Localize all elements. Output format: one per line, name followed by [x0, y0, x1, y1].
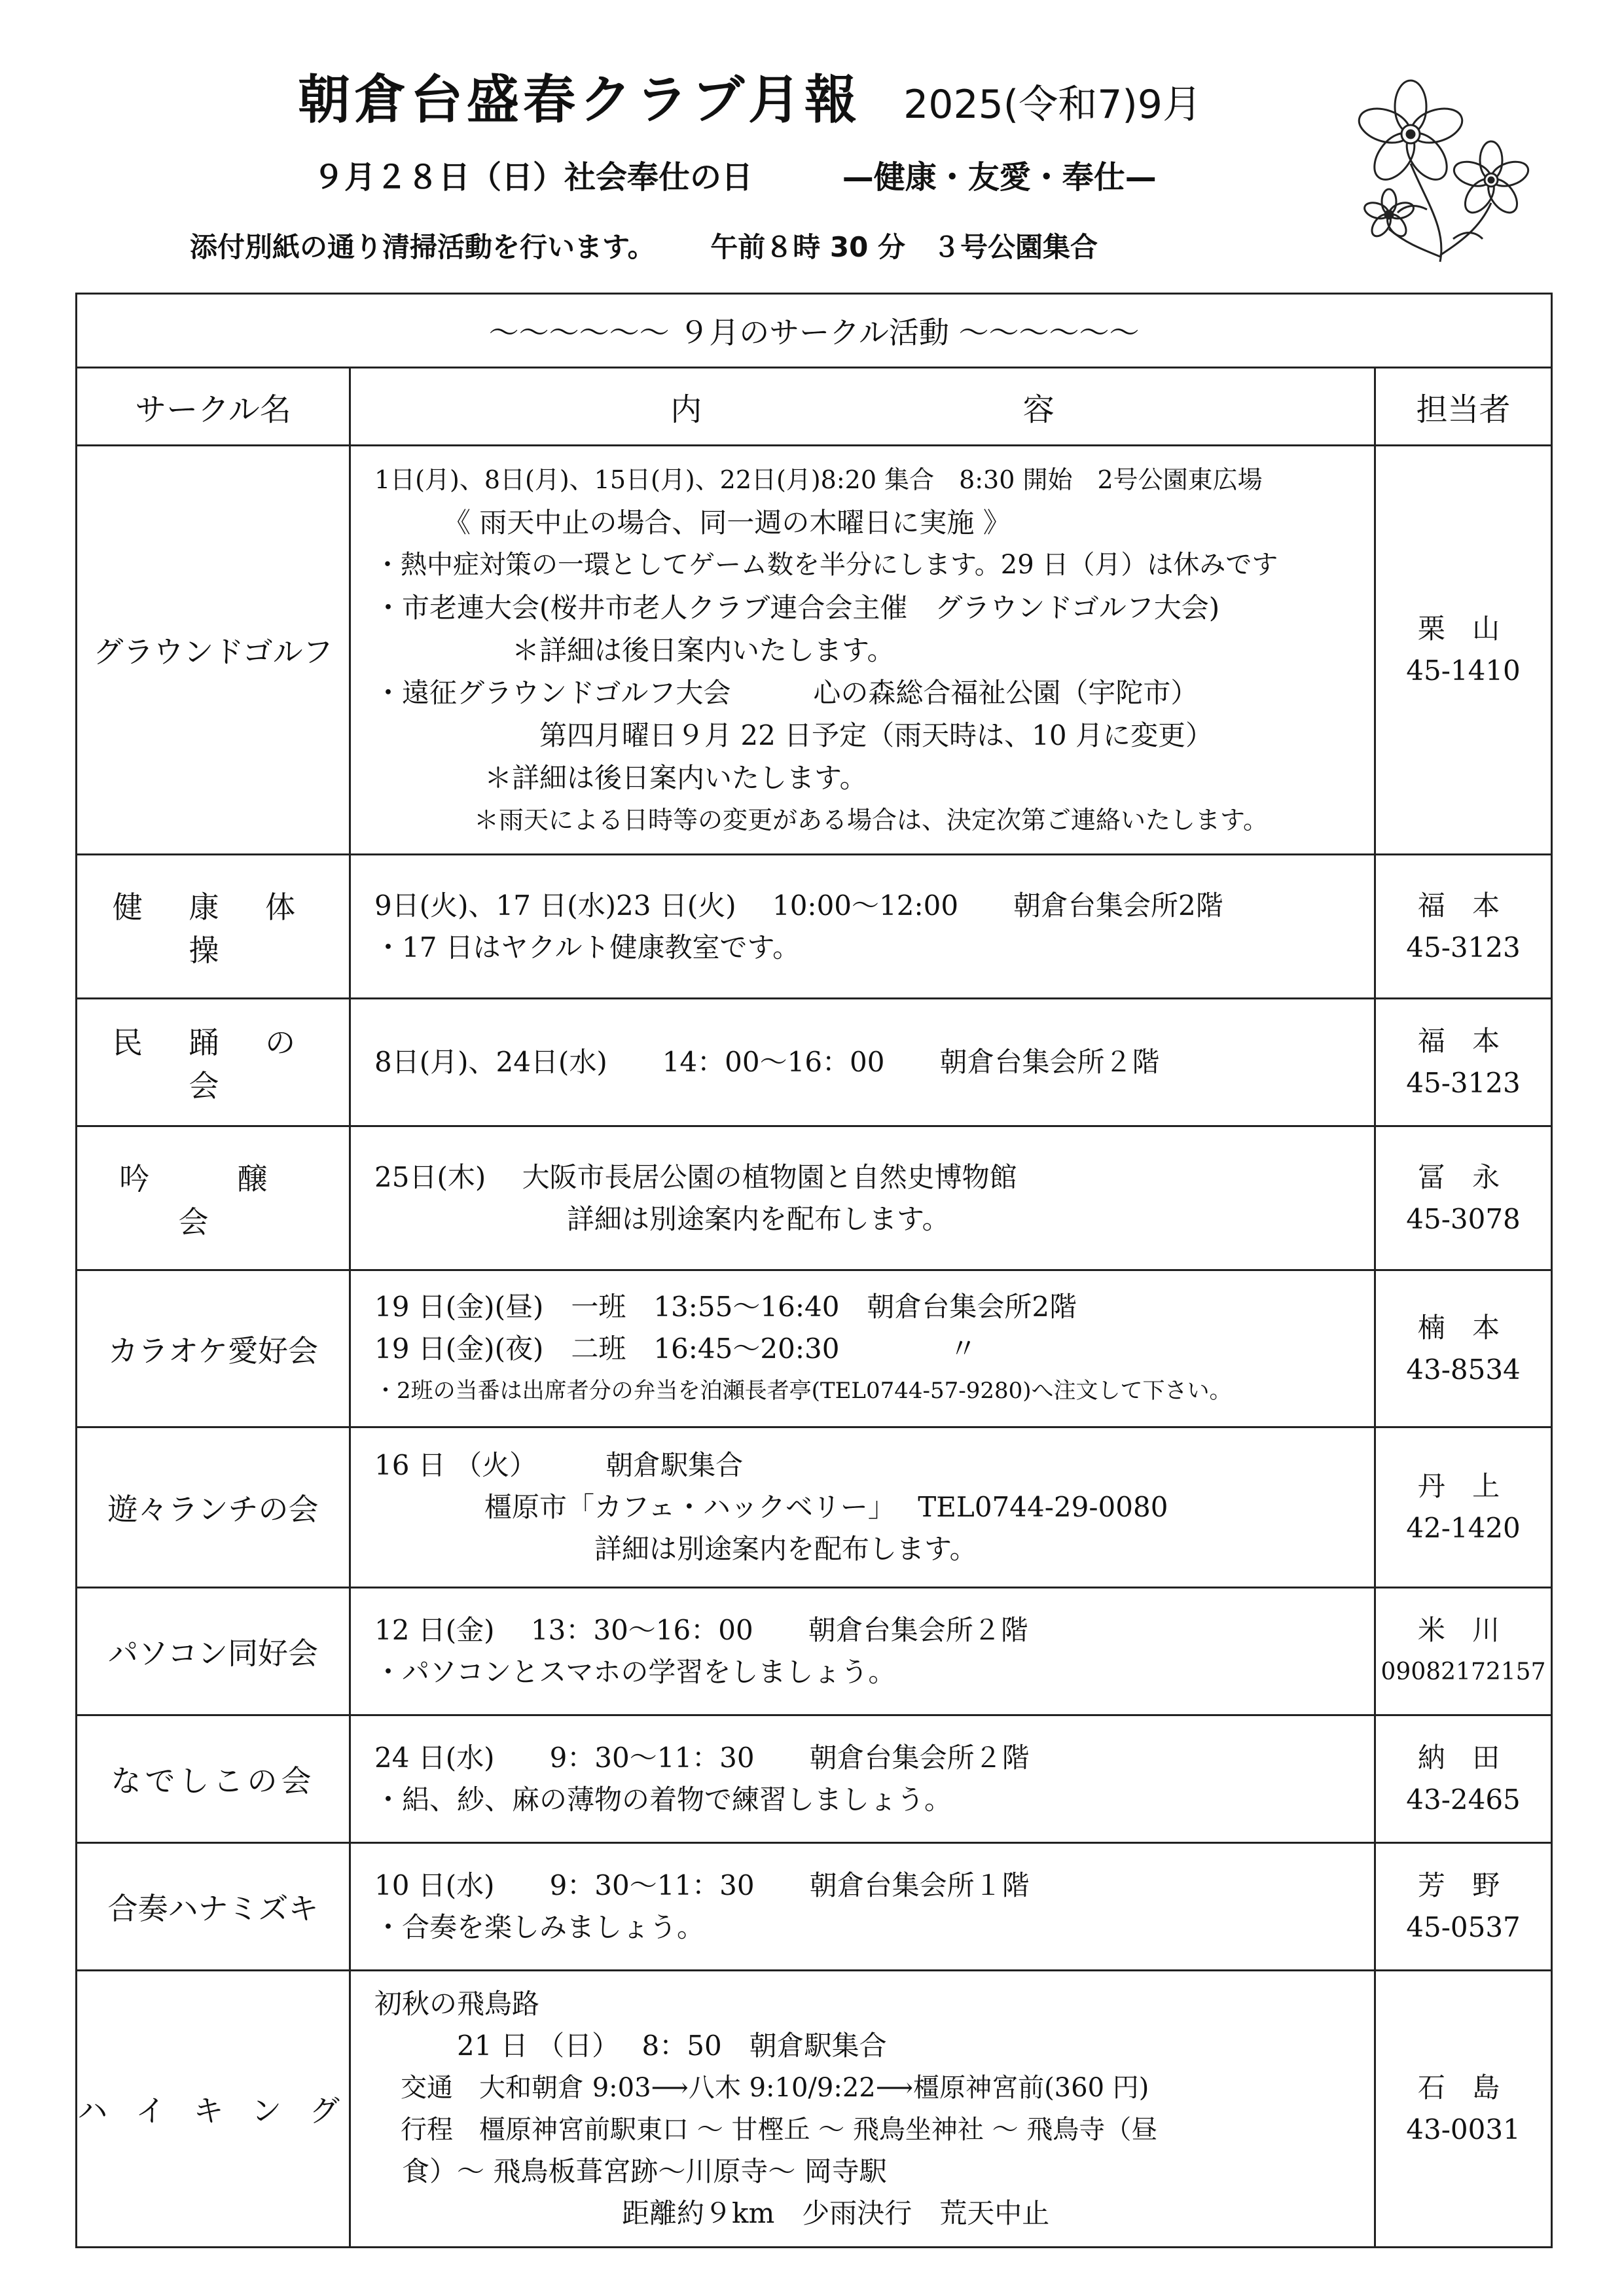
table-header-row [77, 368, 1552, 446]
content-line: 8日(月)、24日(水) 14：00〜16：00 朝倉台集会所２階 [374, 1046, 1160, 1078]
circle-name: カラオケ愛好会 [77, 1270, 350, 1427]
circle-content [350, 1126, 1375, 1270]
circle-name: パソコン同好会 [77, 1588, 350, 1715]
content-line: 橿原市「カフェ・ハックベリー」 TEL0744-29-0080 [374, 1491, 1168, 1523]
content-line: 行程 橿原神宮前駅東口 〜 甘樫丘 〜 飛鳥坐神社 〜 飛鳥寺（昼 [374, 2115, 1158, 2145]
circle-content [350, 999, 1375, 1126]
person-phone: 45-1410 [1406, 655, 1521, 687]
circle-name: 吟 醸 会 [77, 1126, 350, 1270]
circle-content [350, 1270, 1375, 1427]
person-phone: 45-3078 [1406, 1202, 1521, 1235]
circle-content [350, 1971, 1375, 2248]
circle-name: 遊々ランチの会 [77, 1427, 350, 1588]
circle-content [350, 1843, 1375, 1971]
content-line: 24 日(水) 9：30〜11：30 朝倉台集会所２階 [374, 1742, 1030, 1774]
person-phone: 45-3123 [1406, 1067, 1521, 1099]
content-line: 第四月曜日９月 22 日予定（雨天時は、10 月に変更） [374, 719, 1213, 751]
circle-name: 合奏ハナミズキ [77, 1843, 350, 1971]
person-phone: 43-2465 [1406, 1784, 1521, 1816]
content-line: 19 日(金)(夜) 二班 16:45〜20:30 〃 [374, 1332, 977, 1365]
person-name: 福 本 [1417, 1025, 1509, 1057]
header-person: 担当者 [1375, 368, 1552, 446]
circle-name: グラウンドゴルフ [77, 446, 350, 855]
table-row [77, 1588, 1552, 1715]
circle-name: 健 康 体 操 [77, 855, 350, 999]
person-in-charge [1375, 855, 1552, 999]
content-line: ・遠征グラウンドゴルフ大会 心の森総合福祉公園（宇陀市） [374, 676, 1199, 709]
table-row [77, 1715, 1552, 1843]
person-in-charge [1375, 1126, 1552, 1270]
circle-content [350, 1588, 1375, 1715]
person-in-charge [1375, 1427, 1552, 1588]
person-name: 楠 本 [1417, 1311, 1509, 1344]
content-line: 詳細は別途案内を配布します。 [374, 1202, 950, 1235]
person-phone: 09082172157 [1380, 1659, 1546, 1685]
table-row [77, 446, 1552, 855]
content-line: 1日(月)、8日(月)、15日(月)、22日(月)8:20 集合 8:30 開始 2号公園東広場 [374, 465, 1263, 494]
content-line: ・合奏を楽しみましょう。 [374, 1911, 705, 1943]
title-row [298, 58, 1202, 133]
person-name: 米 川 [1417, 1614, 1509, 1646]
content-line: 初秋の飛鳥路 [374, 1988, 540, 2020]
circle-content [350, 1715, 1375, 1843]
person-in-charge [1375, 1588, 1552, 1715]
content-line: 12 日(金) 13：30〜16：00 朝倉台集会所２階 [374, 1614, 1028, 1646]
content-line: 交通 大和朝倉 9:03⟶八木 9:10/9:22⟶橿原神宮前(360 円) [374, 2073, 1149, 2103]
content-line: ・17 日はヤクルト健康教室です。 [374, 931, 801, 963]
cleanup-note: 添付別紙の通り清掃活動を行います。 [190, 231, 655, 263]
event-row [313, 152, 1157, 197]
table-row [77, 999, 1552, 1126]
content-line: ＊詳細は後日案内いたします。 [374, 634, 895, 666]
person-name: 芳 野 [1417, 1869, 1509, 1901]
content-line: 食）〜 飛鳥板葺宮跡〜川原寺〜 岡寺駅 [374, 2155, 887, 2187]
person-phone: 43-0031 [1406, 2113, 1521, 2145]
content-line: 《 雨天中止の場合、同一週の木曜日に実施 》 [374, 506, 1011, 539]
person-name: 納 田 [1417, 1742, 1509, 1774]
content-line: 距離約９km 少雨決行 荒天中止 [374, 2197, 1050, 2229]
person-name: 福 本 [1417, 889, 1509, 922]
content-line: 詳細は別途案内を配布します。 [374, 1533, 977, 1565]
circle-name: 民 踊 の 会 [77, 999, 350, 1126]
page-header [0, 0, 1624, 288]
content-line: ＊雨天による日時等の変更がある場合は、決定次第ご連絡いたします。 [374, 805, 1268, 834]
issue-date: 2025(令和7)9月 [903, 82, 1202, 128]
person-phone: 45-0537 [1406, 1911, 1521, 1943]
circle-content [350, 855, 1375, 999]
header-content-2: 容 [1022, 391, 1055, 428]
content-line: 9日(火)、17 日(水)23 日(火) 10:00〜12:00 朝倉台集会所2階 [374, 889, 1223, 922]
circle-content [350, 1427, 1375, 1588]
person-phone: 42-1420 [1406, 1512, 1521, 1544]
person-name: 石 島 [1417, 2072, 1509, 2104]
motto: —健康・友愛・奉仕— [842, 159, 1157, 196]
content-line: ・2班の当番は出席者分の弁当を泊瀬長者亭(TEL0744-57-9280)へ注文して下さい。 [374, 1377, 1232, 1404]
event-title: ９月２８日（日）社会奉仕の日 [313, 159, 753, 196]
person-in-charge [1375, 446, 1552, 855]
content-line: 16 日 （火） 朝倉駅集合 [374, 1449, 744, 1481]
circle-activities-table [75, 293, 1553, 2248]
newsletter-title: 朝倉台盛春クラブ月報 [298, 69, 861, 130]
person-in-charge [1375, 999, 1552, 1126]
circle-name: なでしこの会 [77, 1715, 350, 1843]
cosmos-flower-illustration [1342, 72, 1538, 268]
person-in-charge [1375, 1843, 1552, 1971]
content-line: ・絽、紗、麻の薄物の着物で練習しましょう。 [374, 1784, 952, 1816]
table-row [77, 1270, 1552, 1427]
header-content [350, 368, 1375, 446]
circle-name: ハ イ キ ン グ [77, 1971, 350, 2248]
person-in-charge [1375, 1971, 1552, 2248]
content-line: ・市老連大会(桜井市老人クラブ連合会主催 グラウンドゴルフ大会) [374, 591, 1220, 624]
header-circle-name: サークル名 [77, 368, 350, 446]
table-row [77, 1126, 1552, 1270]
header-content-1: 内 [670, 391, 702, 428]
table-row [77, 1843, 1552, 1971]
content-line: ・パソコンとスマホの学習をしましょう。 [374, 1656, 896, 1688]
person-phone: 43-8534 [1406, 1353, 1521, 1386]
table-row [77, 1971, 1552, 2248]
person-in-charge [1375, 1715, 1552, 1843]
table-row [77, 1427, 1552, 1588]
content-line: 19 日(金)(昼) 一班 13:55〜16:40 朝倉台集会所2階 [374, 1290, 1077, 1323]
content-line: 21 日 （日） 8：50 朝倉駅集合 [374, 2030, 887, 2062]
note-row [190, 226, 1098, 265]
content-line: ＊詳細は後日案内いたします。 [374, 761, 867, 794]
table-row [77, 855, 1552, 999]
person-name: 栗 山 [1417, 613, 1509, 645]
circle-content [350, 446, 1375, 855]
content-line: 25日(木) 大阪市長居公園の植物園と自然史博物館 [374, 1160, 1017, 1193]
content-line: 10 日(水) 9：30〜11：30 朝倉台集会所１階 [374, 1869, 1030, 1901]
person-phone: 45-3123 [1406, 931, 1521, 963]
meeting-time: 午前８時 30 分 ３号公園集合 [710, 231, 1098, 263]
person-name: 丹 上 [1417, 1470, 1509, 1502]
content-line: ・熱中症対策の一環としてゲーム数を半分にします。29 日（月）は休みです [374, 549, 1278, 580]
person-name: 冨 永 [1417, 1160, 1509, 1193]
table-banner: 〜〜〜〜〜〜 ９月のサークル活動 〜〜〜〜〜〜 [77, 294, 1552, 368]
person-in-charge [1375, 1270, 1552, 1427]
